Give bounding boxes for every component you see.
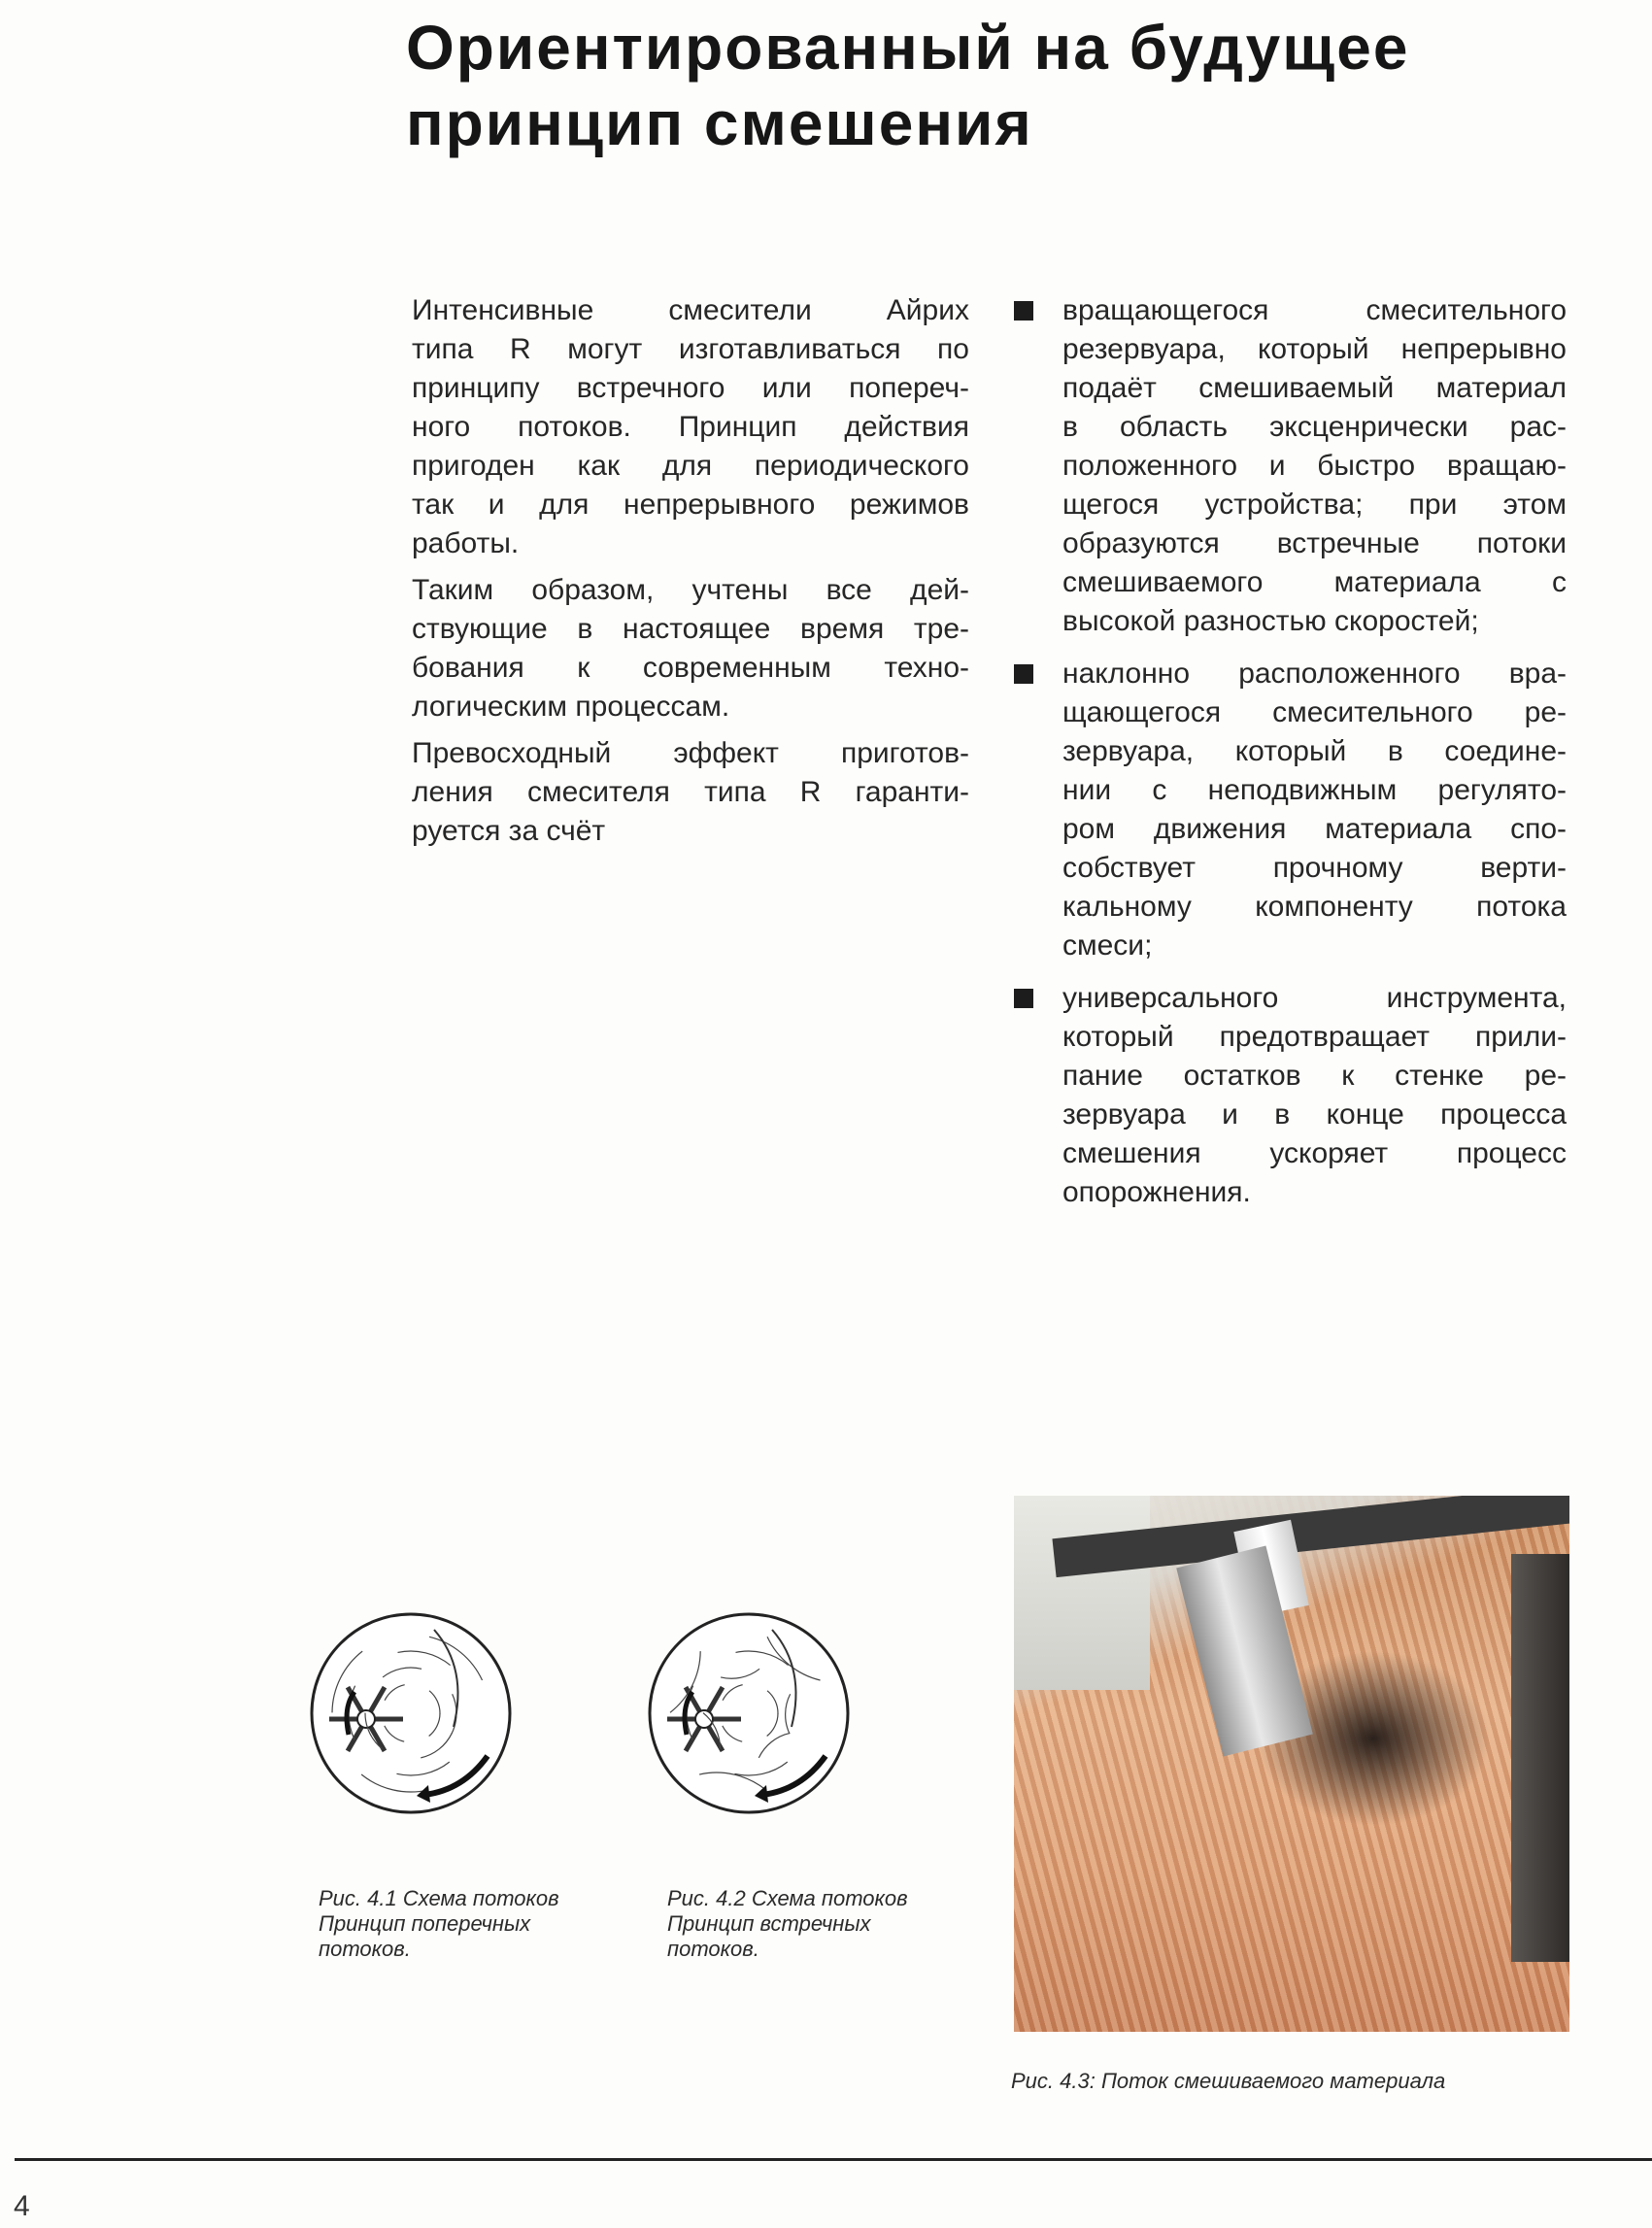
text-line: пригоден как для периодического (412, 450, 969, 482)
text-line: Превосходный эффект приготов- (412, 737, 969, 769)
text-line: бования к современным техно- (412, 652, 969, 684)
text-line: вращающегося смесительного (1062, 294, 1567, 326)
text-line: щегося устройства; при этом (1062, 489, 1567, 521)
text-line: щающегося смесительного ре- (1062, 696, 1567, 728)
text-line: так и для непрерывного режимов (412, 489, 969, 521)
text-line: в область эксценрически рас- (1062, 411, 1567, 443)
text-line: образуются встречные потоки (1062, 527, 1567, 559)
text-line: ления смесителя типа R гаранти- (412, 776, 969, 808)
text-line: положенного и быстро вращаю- (1062, 450, 1567, 482)
title-line-2: принцип смешения (406, 88, 1033, 158)
text-line: логическим процессам. (412, 691, 730, 723)
title-line-1: Ориентированный на будущее (406, 13, 1410, 83)
text-line: смешиваемого материала с (1062, 566, 1567, 598)
flow-diagram-counter-flow (646, 1610, 852, 1816)
text-line: который предотвращает прили- (1062, 1021, 1567, 1053)
text-line: пание остатков к стенке ре- (1062, 1060, 1567, 1092)
text-line: опорожнения. (1062, 1176, 1251, 1208)
figure-4-3-caption: Рис. 4.3: Поток смешиваемого материала (1011, 2069, 1446, 2093)
square-bullet-icon (1014, 301, 1033, 321)
vessel-circle (650, 1614, 848, 1812)
square-bullet-icon (1014, 989, 1033, 1008)
text-line: принципу встречного или попереч- (412, 372, 969, 404)
text-line: Таким образом, учтены все дей- (412, 574, 969, 606)
right-bullet-column (1062, 291, 1567, 1220)
text-line: резервуара, который непрерывно (1062, 333, 1567, 365)
flow-diagram-cross-flow (308, 1610, 514, 1816)
paragraph (412, 734, 969, 851)
caption-line: потоков. (319, 1937, 411, 1961)
text-line: универсального инструмента, (1062, 982, 1567, 1014)
text-line: подаёт смешиваемый материал (1062, 372, 1567, 404)
text-line: руется за счёт (412, 815, 606, 847)
text-line: кальному компоненту потока (1062, 891, 1567, 923)
caption-line: Принцип встречных (667, 1911, 871, 1936)
text-line: смеси; (1062, 929, 1153, 962)
text-line: работы. (412, 527, 520, 559)
caption-line: потоков. (667, 1937, 759, 1961)
bullet-item (1062, 291, 1567, 641)
vessel-circle (312, 1614, 510, 1812)
text-line: Интенсивные смесители Айрих (412, 294, 969, 326)
tool-hub (357, 1710, 375, 1728)
mixing-material-photo (1014, 1496, 1569, 2032)
bullet-item (1062, 655, 1567, 965)
text-line: зервуара, который в соедине- (1062, 735, 1567, 767)
text-line: зервуара и в конце процесса (1062, 1098, 1567, 1131)
text-line: высокой разностью скоростей; (1062, 605, 1479, 637)
caption-line: Рис. 4.1 Схема потоков (319, 1886, 559, 1910)
square-bullet-icon (1014, 664, 1033, 684)
footer-rule (15, 2158, 1652, 2161)
page-title (406, 10, 1409, 161)
paragraph (412, 291, 969, 563)
bullet-item (1062, 979, 1567, 1212)
text-line: нии с неподвижным регулято- (1062, 774, 1567, 806)
text-line: смешения ускоряет процесс (1062, 1137, 1567, 1169)
text-line: типа R могут изготавливаться по (412, 333, 969, 365)
text-line: собствует прочному верти- (1062, 852, 1567, 884)
text-line: наклонно расположенного вра- (1062, 658, 1567, 690)
text-line: ствующие в настоящее время тре- (412, 613, 969, 645)
page-number: 4 (14, 2190, 30, 2222)
left-text-column (412, 291, 969, 859)
caption-line: Принцип поперечных (319, 1911, 531, 1936)
text-line: ром движения материала спо- (1062, 813, 1567, 845)
paragraph (412, 571, 969, 726)
figure-4-2-caption (667, 1886, 908, 1962)
figure-4-1-caption (319, 1886, 559, 1962)
caption-line: Рис. 4.2 Схема потоков (667, 1886, 908, 1910)
text-line: ного потоков. Принцип действия (412, 411, 969, 443)
